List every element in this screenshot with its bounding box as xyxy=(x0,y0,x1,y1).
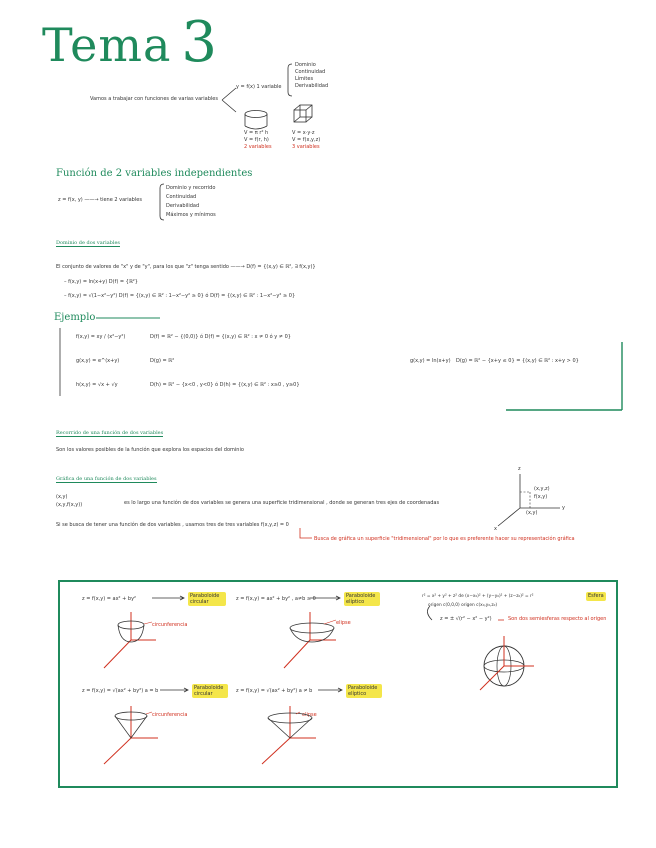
g5-tag: Esfera xyxy=(588,593,604,599)
g1-equation: z = f(x,y) = ax² + by² xyxy=(82,596,137,602)
section2-line2: – f(x,y) = ln(x+y) D(f) = {ℝ²} xyxy=(64,279,138,285)
axis-f-label: f(x,y) xyxy=(534,494,548,500)
intro-branch-items: Dominio Continuidad Límites Derivabilidad xyxy=(295,62,329,89)
g3-note: circunferencia xyxy=(152,712,188,718)
g4-equation: z = f(x,y) = √(ax² + by²) a ≠ b xyxy=(236,688,313,694)
section3-heading: Recorrido de una función de dos variables xyxy=(56,430,164,436)
section2-heading: Dominio de dos variables xyxy=(56,240,120,246)
section2-text: El conjunto de valores de "x" y de "y", para los que "z" tenga sentido ——→ D(f) = {(x,y) ∈ ℝ², ∃ f(x,y)} xyxy=(56,264,316,270)
g3-equation: z = f(x,y) = √(ax² + by²) a = b xyxy=(82,688,159,694)
intro-branch-top: y = f(x) 1 variable xyxy=(236,84,282,90)
cube-labels: V = x·y·z V = f(x,y,z) 3 variables xyxy=(292,130,321,150)
section4-red-note: Busca de gráfica un superficie "tridimensional" por lo que es preferente hacer su representación gráfica xyxy=(314,536,575,542)
section4-left1: (x,y) xyxy=(56,494,68,500)
section4-left2: (x,y,f(x,y)) xyxy=(56,502,83,508)
ejemplo-f4: h(x,y) = √x + √y xyxy=(76,382,118,388)
section1-definition: z = f(x, y) ——→ tiene 2 variables xyxy=(58,197,142,203)
surfaces-box xyxy=(58,580,618,788)
g5-equation: r² = x² + y² + z² de (x−x₀)² + (y−y₀)² + (z−z₀)² = r² xyxy=(422,594,534,599)
section1-heading: Función de 2 variables independientes xyxy=(56,168,253,179)
g2-equation: z = f(x,y) = ax² + by² , a≠b ≥ 0 xyxy=(236,596,316,602)
g1-note: circunferencia xyxy=(152,622,188,628)
ejemplo-d2: D(g) = ℝ² xyxy=(150,358,175,364)
section4-line2: Si se busca de tener una función de dos variables , usamos tres de tres variables f(x,y,z) = 0 xyxy=(56,522,289,528)
section1-bullets: Dominio y recorrido Continuidad Derivabilidad Máximos y mínimos xyxy=(166,185,216,218)
section2-line3: – f(x,y) = √(1−x²−y²) D(f) = {(x,y) ∈ ℝ² : 1−x²−y² ≥ 0} ó D(f) = {(x,y) ∈ ℝ² : 1−x²−y² ≥ 0} xyxy=(64,293,296,299)
g2-tag: Paraboloide elíptico xyxy=(344,592,380,606)
g4-note: elipse xyxy=(302,712,317,718)
g3-tag: Paraboloide circular xyxy=(192,684,228,698)
axis-y-label: y xyxy=(562,505,565,511)
ejemplo-d4: D(h) = ℝ² − {x<0 , y<0} ó D(h) = {(x,y) ∈ ℝ² : x≥0 , y≥0} xyxy=(150,382,300,388)
ejemplo-heading: Ejemplo xyxy=(54,312,96,323)
g2-note: elipse xyxy=(336,620,351,626)
ejemplo-f1: f(x,y) = xy / (x²−y²) xyxy=(76,334,126,340)
axis-x-label: x xyxy=(494,526,497,532)
ejemplo-f2: g(x,y) = e^(x+y) xyxy=(76,358,120,364)
g4-tag: Paraboloide elíptico xyxy=(346,684,382,698)
axis-point-label: (x,y,z) xyxy=(534,486,550,492)
section4-heading: Gráfica de una función de dos variables xyxy=(56,476,157,482)
section3-text: Son los valores posibles de la función que explora los espacios del dominio xyxy=(56,447,244,453)
ejemplo-d3: D(g) = ℝ² − {x+y ≤ 0} = {(x,y) ∈ ℝ² : x+y > 0} xyxy=(456,358,579,364)
ejemplo-f3: g(x,y) = ln(x+y) xyxy=(410,358,451,364)
g1-tag: Paraboloide circular xyxy=(188,592,226,606)
axis-z-label: z xyxy=(518,466,521,472)
intro-line: Vamos a trabajar con funciones de varias variables xyxy=(90,96,218,102)
section4-line1: es lo largo una función de dos variables se genera una superficie tridimensional , donde se generan tres ejes de coordenadas xyxy=(124,500,440,506)
cylinder-labels: V = π r² h V = f(r, h) 2 variables xyxy=(244,130,272,150)
axis-xy-label: (x,y) xyxy=(526,510,538,516)
ejemplo-d1: D(f) = ℝ² − {(0,0)} ó D(f) = {(x,y) ∈ ℝ² : x ≠ 0 ó y ≠ 0} xyxy=(150,334,291,340)
g5-line2: z = ± √(r² − x² − y²) xyxy=(440,616,492,622)
g5-sub: origen c(0,0,0) origen c(x₀,y₀,z₀) xyxy=(428,603,498,608)
g5-note: Son dos semiesferas respecto al origen xyxy=(508,616,607,622)
page-title: Tema 3 xyxy=(42,10,219,75)
